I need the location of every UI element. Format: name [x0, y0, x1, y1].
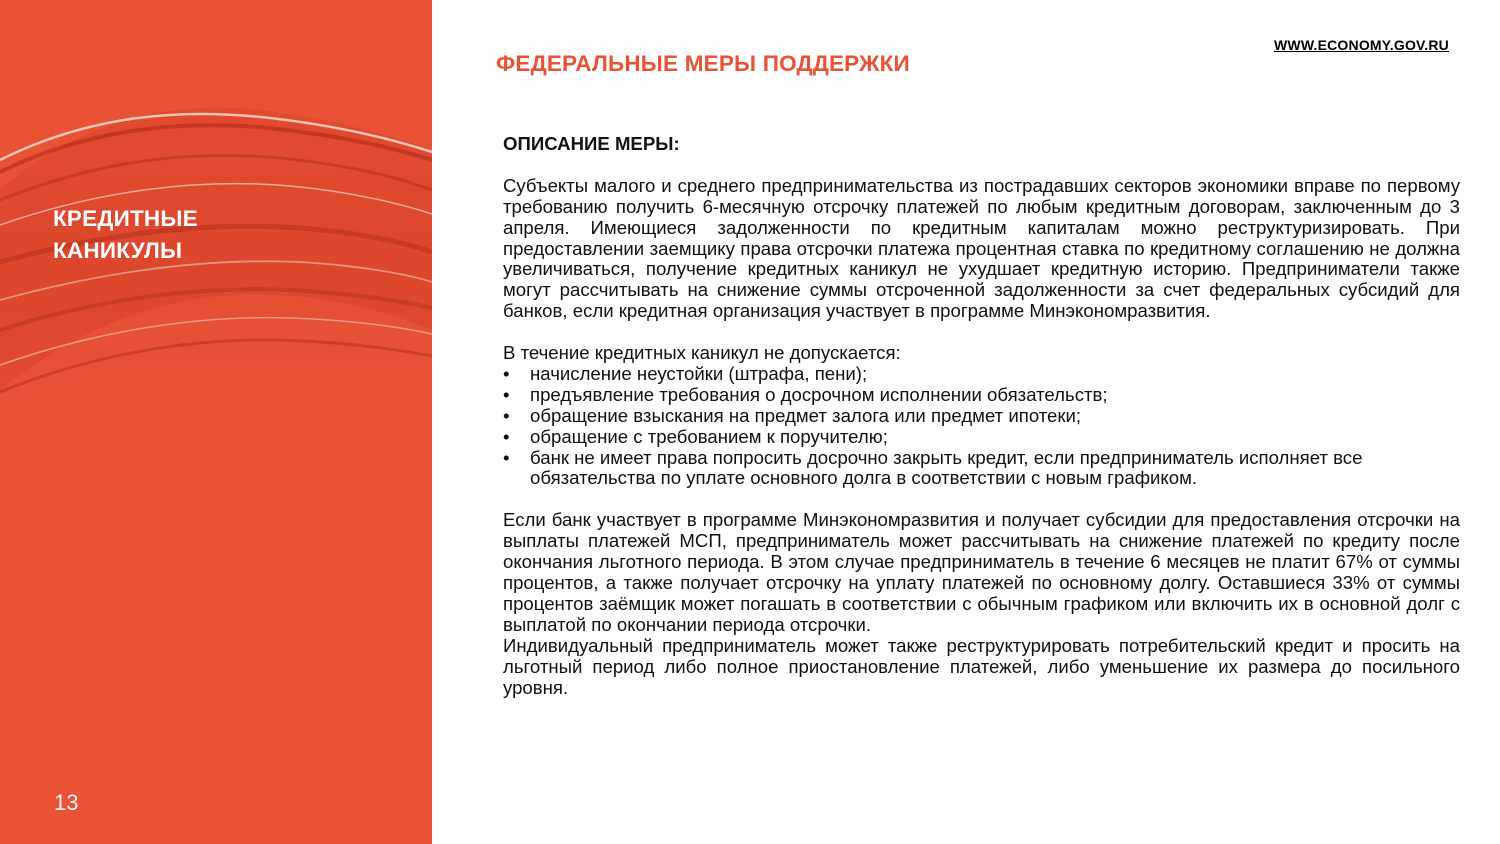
- list-item: • банк не имеет права попросить досрочно закрыть кредит, если предприниматель исполняет все обязательства по уплате основного долга в соответствии с новым графиком.: [503, 446, 1363, 489]
- section-title: [53, 203, 198, 267]
- list-item: • обращение с требованием к поручителю;: [503, 425, 888, 447]
- list-item: • предъявление требования о досрочном исполнении обязательств;: [503, 383, 1108, 405]
- bullet-icon: •: [503, 383, 510, 405]
- site-url-link[interactable]: WWW.ECONOMY.GOV.RU: [1274, 37, 1449, 53]
- bullet-icon: •: [503, 404, 510, 426]
- list-intro: В течение кредитных каникул не допускается:: [503, 342, 901, 364]
- description-label: ОПИСАНИЕ МЕРЫ:: [503, 133, 680, 154]
- list-item: • обращение взыскания на предмет залога или предмет ипотеки;: [503, 404, 1082, 426]
- restrictions-list: [503, 364, 1460, 489]
- left-panel: [0, 0, 432, 844]
- content-body: [503, 134, 1460, 698]
- section-title-line-2: КАНИКУЛЫ: [53, 238, 183, 263]
- paint-stroke-texture: [0, 0, 432, 844]
- paragraph-credit-holidays: Субъекты малого и среднего предпринимательства из пострадавших секторов экономики вправе по первому требованию получить 6-месячную отсрочку платежей по любым кредитным договорам, заключенным до 3 апреля. Имеющиеся задолженности по кредитным капиталам можно реструктуризировать. При предоставлении заемщику права отсрочки платежа процентная ставка по кредитному соглашению не должна увеличиваться, получение кредитных каникул не ухудшает кредитную историю. Предприниматели также могут рассчитывать на снижение суммы отсроченной задолженности за счет федеральных субсидий для банков, если кредитная организация участвует в программе Минэкономразвития.: [503, 174, 1460, 322]
- section-title-line-1: КРЕДИТНЫЕ: [53, 206, 198, 231]
- bullet-icon: •: [503, 362, 510, 384]
- bullet-icon: •: [503, 446, 510, 468]
- paragraph-individual-entrepreneur: Индивидуальный предприниматель может также реструктурировать потребительский кредит и просить на льготный период либо полное приостановление платежей, либо уменьшение их размера до посильного уровня.: [503, 634, 1460, 698]
- bullet-icon: •: [503, 425, 510, 447]
- paragraph-subsidies: Если банк участвует в программе Минэкономразвития и получает субсидии для предоставления отсрочки на выплаты платежей МСП, предприниматель может рассчитывать на снижение платежей по кредиту после окончания льготного периода. В этом случае предприниматель в течение 6 месяцев не платит 67% от суммы процентов, а также получает отсрочку на уплату платежей по основному долгу. Оставшиеся 33% от суммы процентов заёмщик может погашать в соответствии с обычным графиком или включить их в основной долг с выплатой по окончании периода отсрочки.: [503, 509, 1460, 635]
- page-number: 13: [54, 790, 79, 815]
- page-title: ФЕДЕРАЛЬНЫЕ МЕРЫ ПОДДЕРЖКИ: [496, 51, 910, 76]
- list-item: • начисление неустойки (штрафа, пени);: [503, 362, 868, 384]
